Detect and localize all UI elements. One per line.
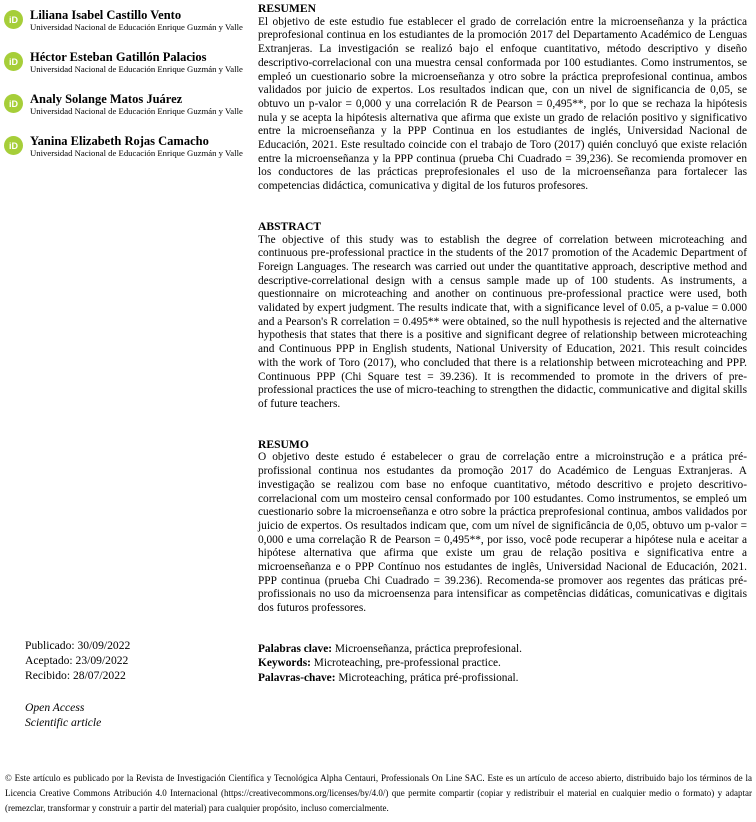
accepted-date: Aceptado: 23/09/2022 xyxy=(25,654,129,667)
section-resumo xyxy=(258,438,747,616)
access-info xyxy=(25,700,101,730)
author-name: Héctor Esteban Gatillón Palacios xyxy=(30,50,207,64)
abstracts-column xyxy=(258,2,747,685)
author-entry xyxy=(4,50,254,75)
keywords-pt-label: Palavras-chave: xyxy=(258,671,336,684)
open-access-label: Open Access xyxy=(25,701,85,714)
abstract-body: The objective of this study was to establish the degree of correlation between microteaching and continuous pre-professional practice in the students of the 2017 promotion of the Academic Department of Foreign Languages. The research was carried out under the quantitative approach, descriptive method and descriptive-correlational design with a census sample made up of 100 students. As instruments, a questionnaire on microteaching and another on continuous pre-professional practice were used, both validated by expert judgment. The results indicate that, with a significance level of 0.05, a p-value = 0.000 and a Pearson's R correlation = 0.495** were obtained, so the null hypothesis is rejected and the alternative hypothesis that states that there is a positive and significant degree of relationship between microteaching and Continuous PPP in English students, National University of Education, 2021. This result coincides with the work of Toro (2017), who concluded that there is a relationship between microteaching and PPP. Continuous PPP (Chi Square test = 39.236). It is recommended to promote in the drivers of pre-professional practices the use of micro-teaching to strengthen the didactic, communicative and digital skills of future teachers. xyxy=(258,233,747,410)
keywords-en-value: Microteaching, pre-professional practice. xyxy=(310,657,501,670)
orcid-icon[interactable]: iD xyxy=(4,94,23,113)
author-entry xyxy=(4,134,254,159)
keywords-es-value: Microenseñanza, práctica preprofesional. xyxy=(332,642,522,655)
orcid-icon[interactable]: iD xyxy=(4,136,23,155)
received-date: Recibido: 28/07/2022 xyxy=(25,669,126,682)
keywords-es xyxy=(258,642,747,656)
keywords-block xyxy=(258,642,747,685)
author-name: Yanina Elizabeth Rojas Camacho xyxy=(30,134,209,148)
resumen-heading: RESUMEN xyxy=(258,2,316,15)
article-type-label: Scientific article xyxy=(25,716,102,729)
resumen-body: El objetivo de este estudio fue establecer el grado de correlación entre la microenseñanza y la práctica preprofesional continua en los estudiantes de la promoción 2017 del Departamento Académico de Lenguas Extranjeras. La investigación se realizó bajo el enfoque cuantitativo, método descriptivo y diseño descriptivo-correlacional con una muestra censal conformada por 100 estudiantes. Como instrumentos, se empleó un cuestionario sobre la microenseñanza y otro sobre la práctica preprofesional continua, ambos validados por juicio de expertos. Los resultados indican que, con un nivel de significancia de 0,05, se obtuvo un p-valor = 0,000 y una correlación R de Pearson = 0,495**, por lo que se rechaza la hipótesis nula y se acepta la hipótesis alternativa que afirma que existe un grado de relación positivo y significativo entre la microenseñanza y la PPP Continua en los estudiantes de inglés, Universidad Nacional de Educación, 2021. Este resultado coincide con el trabajo de Toro (2017) quién concluyó que existe relación entre la microenseñanza y la PPP continua (prueba Chi Cuadrado = 39,236). Se recomienda promover en los conductores de las prácticas preprofesionales el uso de la microenseñanza para fortalecer las competencias didáctica, comunicativa y digital de los futuros profesores. xyxy=(258,15,747,193)
keywords-en xyxy=(258,656,747,670)
resumo-heading: RESUMO xyxy=(258,437,309,451)
author-name: Liliana Isabel Castillo Vento xyxy=(30,8,182,22)
license-footer xyxy=(5,771,752,817)
license-text: © Este artículo es publicado por la Revista de Investigación Científica y Tecnológica Alpha Centauri, Professionals On Line SAC. Este es un artículo de acceso abierto, distribuido bajo los términos de la Licencia Creative Commons Atribución 4.0 Internacional (https://creativecommons.org/licenses/by/4.0/) que permite compartir (copiar y redistribuir el material en cualquier medio o formato) y adaptar (remezclar, transformar y construir a partir del material) para cualquier propósito, incluso comercialmente. xyxy=(5,773,752,814)
keywords-es-label: Palabras clave: xyxy=(258,642,333,655)
abstract-heading: ABSTRACT xyxy=(258,219,322,233)
author-info xyxy=(30,8,243,33)
article-dates xyxy=(25,638,130,683)
author-name: Analy Solange Matos Juárez xyxy=(30,92,183,106)
author-affiliation: Universidad Nacional de Educación Enrique Guzmán y Valle xyxy=(30,148,243,158)
author-info xyxy=(30,134,243,159)
author-list xyxy=(4,8,254,176)
author-affiliation: Universidad Nacional de Educación Enrique Guzmán y Valle xyxy=(30,106,243,116)
keywords-pt-value: Microteaching, prática pré-profissional. xyxy=(335,671,519,684)
author-info xyxy=(30,92,243,117)
published-date: Publicado: 30/09/2022 xyxy=(25,639,131,652)
author-info xyxy=(30,50,243,75)
author-entry xyxy=(4,92,254,117)
orcid-icon[interactable]: iD xyxy=(4,10,23,29)
orcid-icon[interactable]: iD xyxy=(4,52,23,71)
author-entry xyxy=(4,8,254,33)
author-affiliation: Universidad Nacional de Educación Enrique Guzmán y Valle xyxy=(30,22,243,32)
author-affiliation: Universidad Nacional de Educación Enrique Guzmán y Valle xyxy=(30,64,243,74)
keywords-pt xyxy=(258,671,747,685)
keywords-en-label: Keywords: xyxy=(258,657,311,670)
section-abstract xyxy=(258,220,747,412)
resumo-body: O objetivo deste estudo é estabelecer o grau de correlação entre a microinstrução e a prática pré-profissional continua nos estudantes da promoção 2017 do Académico de Lenguas Extranjeras. A investigação se realizou com base no enfoque cuantitativo, método descritivo e projeto descritivo-correlacional com um mosteiro censal conformado por 100 estudantes. Como instrumentos, se empleó um cuestionario sobre la microenseñanza e otro sobre la práctica preprofesional continua, ambos validados por juicio de expertos. Os resultados indicam que, com um nível de significância de 0,05, obtuvo um p-valor = 0,000 e uma correlação R de Pearson = 0,495**, por isso, você pode recuperar a hipótese nula e aceitar a hipótese alternativa que afirma que existe um grau de relação positiva e significativa entre a microenseñanza e o PPP Contínuo nos estudantes de inglês, Universidad Nacional de Educación, 2021. PPP continua (prueba Chi Cuadrado = 39.236). Recomenda-se promover aos regentes das práticas pré-profissionais no uso da microensenza para intensificar as competências didáticas, comunicativas e digitais dos futuros professores. xyxy=(258,451,747,615)
section-resumen xyxy=(258,2,747,194)
